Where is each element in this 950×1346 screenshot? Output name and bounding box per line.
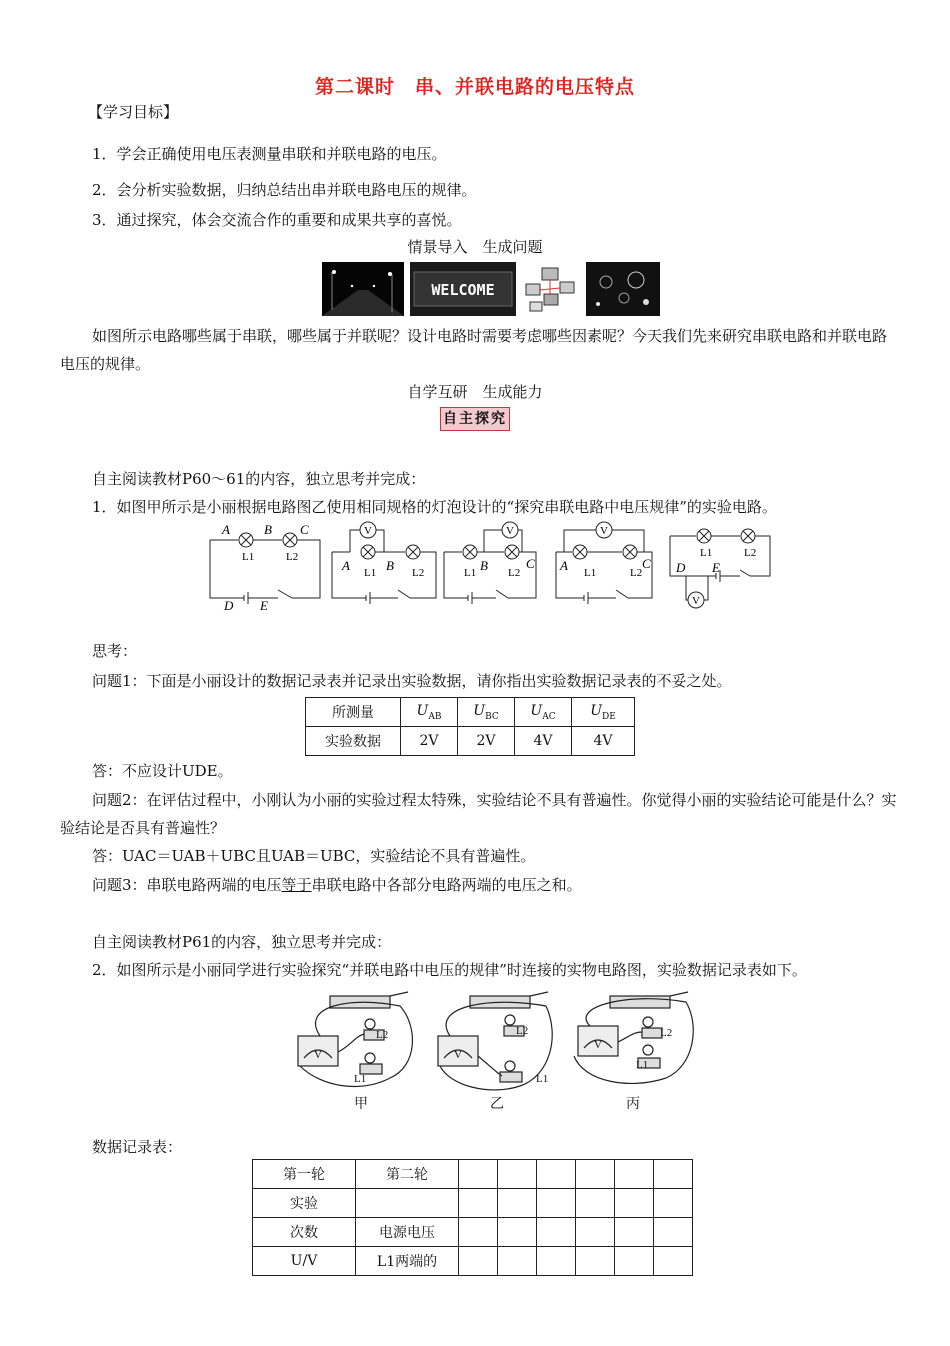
svg-text:D: D: [676, 560, 686, 575]
welcome-text: WELCOME: [431, 281, 495, 299]
answer-blank: 等于: [281, 876, 312, 894]
problem-1: 问题1：下面是小丽设计的数据记录表并记录出实验数据，请你指出实验数据记录表的不妥之处。: [92, 672, 732, 690]
svg-text:V: V: [314, 1049, 322, 1061]
svg-text:V: V: [594, 1039, 602, 1051]
objectives-heading: 【学习目标】: [88, 103, 179, 121]
question-2: 2．如图所示是小丽同学进行实验探究“并联电路中电压的规律”时连接的实物电路图，实验数据记录表如下。: [92, 961, 807, 979]
data-table-2: [252, 1159, 693, 1276]
svg-text:C: C: [642, 556, 651, 571]
answer-2: 答：UAC＝UAB＋UBC且UAB＝UBC，实验结论不具有普遍性。: [92, 847, 536, 865]
caption-jia: 甲: [354, 1096, 368, 1110]
problem-2: 问题2：在评估过程中，小刚认为小丽的实验过程太特殊，实验结论不具有普遍性。你觉得小丽的实验结论可能是什么？实验结论是否具有普遍性？: [60, 791, 897, 837]
svg-text:C: C: [300, 522, 309, 537]
svg-text:E: E: [260, 598, 268, 612]
street-night-photo: [322, 262, 404, 316]
svg-text:V: V: [454, 1049, 462, 1061]
svg-text:L2: L2: [376, 1029, 389, 1041]
table-row: U/V L1两端的: [253, 1247, 693, 1276]
table-row: 所测量 $U_{AB}$ $U_{BC}$ $U_{AC}$ $U_{DE}$: [306, 698, 635, 727]
table-title: 数据记录表：: [92, 1138, 183, 1156]
objective-1: 1．学会正确使用电压表测量串联和并联电路的电压。: [92, 145, 447, 163]
svg-text:L2: L2: [660, 1027, 673, 1039]
svg-text:A: A: [222, 522, 230, 537]
svg-text:D: D: [224, 598, 234, 612]
series-circuit-diagrams: [200, 520, 780, 612]
svg-text:L1: L1: [464, 567, 477, 579]
svg-text:L2: L2: [286, 551, 299, 563]
question-1: 1．如图甲所示是小丽根据电路图乙使用相同规格的灯泡设计的“探究串联电路中电压规律”的实验电路。: [92, 498, 777, 516]
svg-text:L1: L1: [636, 1059, 649, 1071]
self-study-badge: 自主探究: [440, 407, 510, 431]
svg-text:A: A: [560, 558, 568, 573]
svg-text:L2: L2: [516, 1025, 529, 1037]
svg-text:L2: L2: [412, 567, 425, 579]
svg-text:A: A: [342, 558, 350, 573]
section-heading-2: 自学互研 生成能力: [407, 383, 543, 401]
lights-photo: [586, 262, 660, 316]
table-row: 次数 电源电压: [253, 1218, 693, 1247]
svg-text:L1: L1: [700, 547, 713, 559]
svg-text:L2: L2: [508, 567, 521, 579]
svg-text:B: B: [386, 558, 394, 573]
svg-text:L2: L2: [630, 567, 643, 579]
svg-text:E: E: [712, 560, 720, 575]
svg-text:V: V: [506, 525, 514, 537]
svg-text:V: V: [364, 525, 372, 537]
svg-text:L1: L1: [354, 1073, 367, 1085]
data-table-1: [305, 697, 635, 756]
svg-text:L2: L2: [744, 547, 757, 559]
problem-3: 问题3：串联电路两端的电压等于串联电路中各部分电路两端的电压之和。: [92, 876, 582, 894]
objective-3: 3．通过探究，体会交流合作的重要和成果共享的喜悦。: [92, 211, 462, 229]
svg-text:V: V: [692, 595, 700, 607]
page-title: 第二课时 串、并联电路的电压特点: [314, 76, 635, 98]
svg-text:L1: L1: [364, 567, 377, 579]
svg-text:B: B: [264, 522, 272, 537]
table-row: 实验数据 2V 2V 4V 4V: [306, 727, 635, 756]
answer-1: 答：不应设计UDE。: [92, 762, 233, 780]
parallel-circuit-apparatus: [290, 986, 700, 1110]
table-row: 实验: [253, 1189, 693, 1218]
computer-cluster-photo: [522, 262, 578, 316]
intro-paragraph: 如图所示电路哪些属于串联，哪些属于并联呢？设计电路时需要考虑哪些因素呢？今天我们先来研究串联电路和并联电路电压的规律。: [60, 327, 888, 373]
svg-text:C: C: [526, 556, 535, 571]
svg-text:V: V: [600, 525, 608, 537]
caption-yi: 乙: [490, 1096, 504, 1110]
svg-text:L1: L1: [584, 567, 597, 579]
objective-2: 2．会分析实验数据，归纳总结出串并联电路电压的规律。: [92, 181, 477, 199]
reading-instruction-1: 自主阅读教材P60～61的内容，独立思考并完成：: [92, 470, 426, 488]
section-heading-1: 情景导入 生成问题: [407, 238, 543, 256]
reading-instruction-2: 自主阅读教材P61的内容，独立思考并完成：: [92, 933, 392, 951]
svg-text:L1: L1: [536, 1073, 549, 1085]
caption-bing: 丙: [626, 1096, 640, 1110]
svg-text:L1: L1: [242, 551, 255, 563]
welcome-led-photo: [410, 262, 516, 316]
table-row: 第一轮 第二轮: [253, 1160, 693, 1189]
svg-text:B: B: [480, 558, 488, 573]
think-label: 思考：: [92, 642, 138, 660]
